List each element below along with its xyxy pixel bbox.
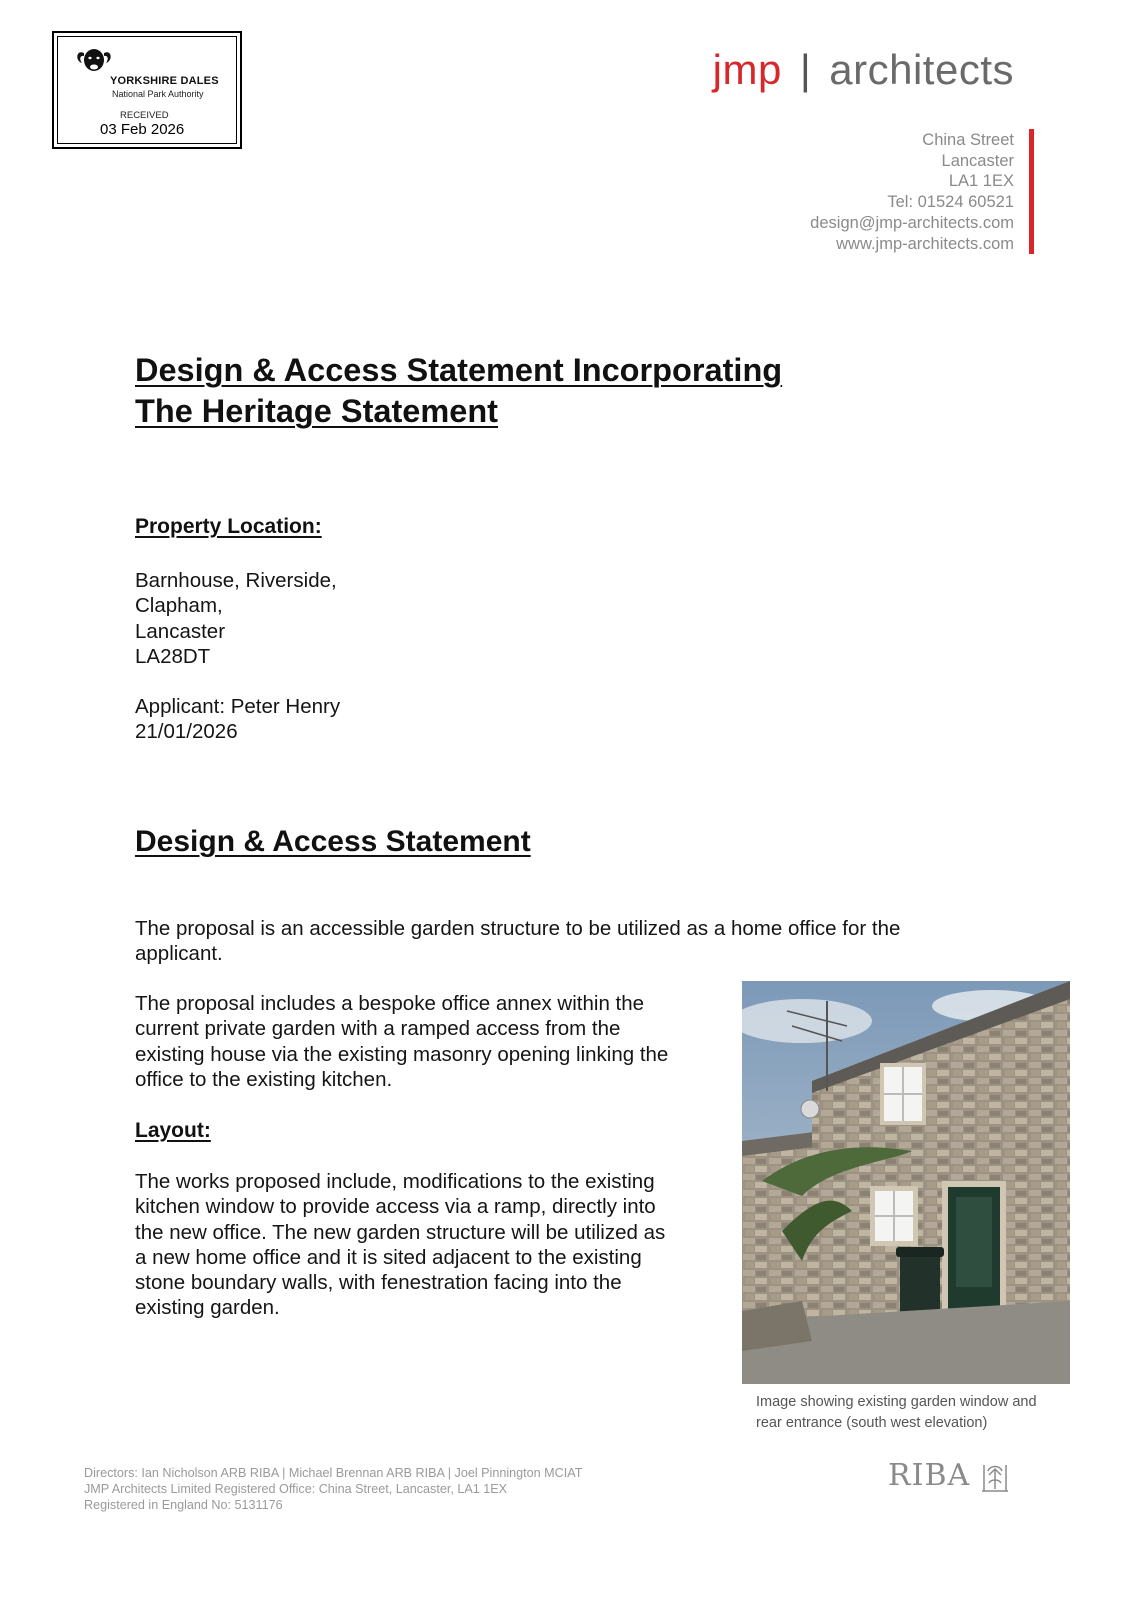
logo-separator: |	[799, 46, 812, 93]
contact-tel: Tel: 01524 60521	[887, 193, 1014, 212]
footer-directors: Directors: Ian Nicholson ARB RIBA | Michael Brennan ARB RIBA | Joel Pinnington MCIAT	[84, 1466, 583, 1480]
address-line: LA28DT	[135, 644, 211, 668]
stamp-received-label: RECEIVED	[120, 110, 169, 121]
stamp-authority: National Park Authority	[112, 89, 204, 99]
received-stamp	[52, 31, 242, 149]
contact-city: Lancaster	[941, 151, 1014, 170]
contact-block	[810, 130, 1014, 254]
applicant-date: 21/01/2026	[135, 720, 238, 744]
footer	[84, 1465, 582, 1513]
document-title	[135, 350, 782, 432]
photo-caption	[756, 1392, 1066, 1434]
riba-crest-icon	[978, 1461, 1012, 1493]
intro-paragraph	[135, 916, 1005, 967]
paragraph-line: existing garden.	[135, 1296, 280, 1320]
logo-jmp: jmp	[712, 46, 782, 93]
caption-line: rear entrance (south west elevation)	[756, 1415, 988, 1431]
applicant-block	[135, 694, 340, 745]
red-accent-bar	[1029, 129, 1034, 254]
property-address	[135, 568, 337, 669]
paragraph-line: the new office. The new garden structure will be utilized as	[135, 1220, 666, 1244]
title-line-1: Design & Access Statement Incorporating	[135, 352, 783, 388]
paragraph-line: office to the existing kitchen.	[135, 1067, 393, 1091]
paragraph-line: The proposal is an accessible garden structure to be utilized as a home office for the	[135, 917, 901, 940]
riba-logo: RIBA	[888, 1458, 971, 1493]
layout-heading: Layout:	[135, 1119, 211, 1142]
logo-architects: architects	[829, 46, 1014, 93]
title-line-2: The Heritage Statement	[135, 393, 499, 429]
caption-line: Image showing existing garden window and	[756, 1394, 1037, 1410]
statement-heading: Design & Access Statement	[135, 825, 531, 858]
ram-logo-icon	[74, 41, 114, 77]
contact-web[interactable]: www.jmp-architects.com	[836, 234, 1014, 253]
paragraph-line: applicant.	[135, 942, 223, 966]
company-logo	[713, 46, 1014, 94]
applicant-name: Applicant: Peter Henry	[135, 695, 341, 718]
address-line: Lancaster	[135, 619, 226, 643]
paragraph-line: current private garden with a ramped access from the	[135, 1017, 621, 1041]
contact-email[interactable]: design@jmp-architects.com	[810, 213, 1014, 232]
address-line: Clapham,	[135, 594, 223, 618]
contact-street: China Street	[922, 131, 1014, 149]
address-line: Barnhouse, Riverside,	[135, 569, 337, 592]
proposal-paragraph	[135, 991, 735, 1092]
paragraph-line: a new home office and it is sited adjacent to the existing	[135, 1245, 642, 1269]
cottage-photo	[742, 981, 1070, 1384]
property-heading: Property Location:	[135, 515, 322, 538]
paragraph-line: kitchen window to provide access via a ramp, directly into	[135, 1195, 656, 1219]
contact-postcode: LA1 1EX	[948, 172, 1014, 191]
layout-paragraph	[135, 1169, 735, 1321]
paragraph-line: The proposal includes a bespoke office annex within the	[135, 992, 645, 1015]
footer-registered-office: JMP Architects Limited Registered Office: China Street, Lancaster, LA1 1EX	[84, 1482, 508, 1496]
footer-company-number: Registered in England No: 5131176	[84, 1498, 283, 1512]
stamp-date: 03 Feb 2026	[100, 121, 185, 138]
paragraph-line: stone boundary walls, with fenestration facing into the	[135, 1271, 622, 1295]
paragraph-line: The works proposed include, modifications to the existing	[135, 1170, 655, 1193]
paragraph-line: existing house via the existing masonry opening linking the	[135, 1042, 669, 1066]
stamp-organisation: YORKSHIRE DALES	[110, 75, 219, 87]
